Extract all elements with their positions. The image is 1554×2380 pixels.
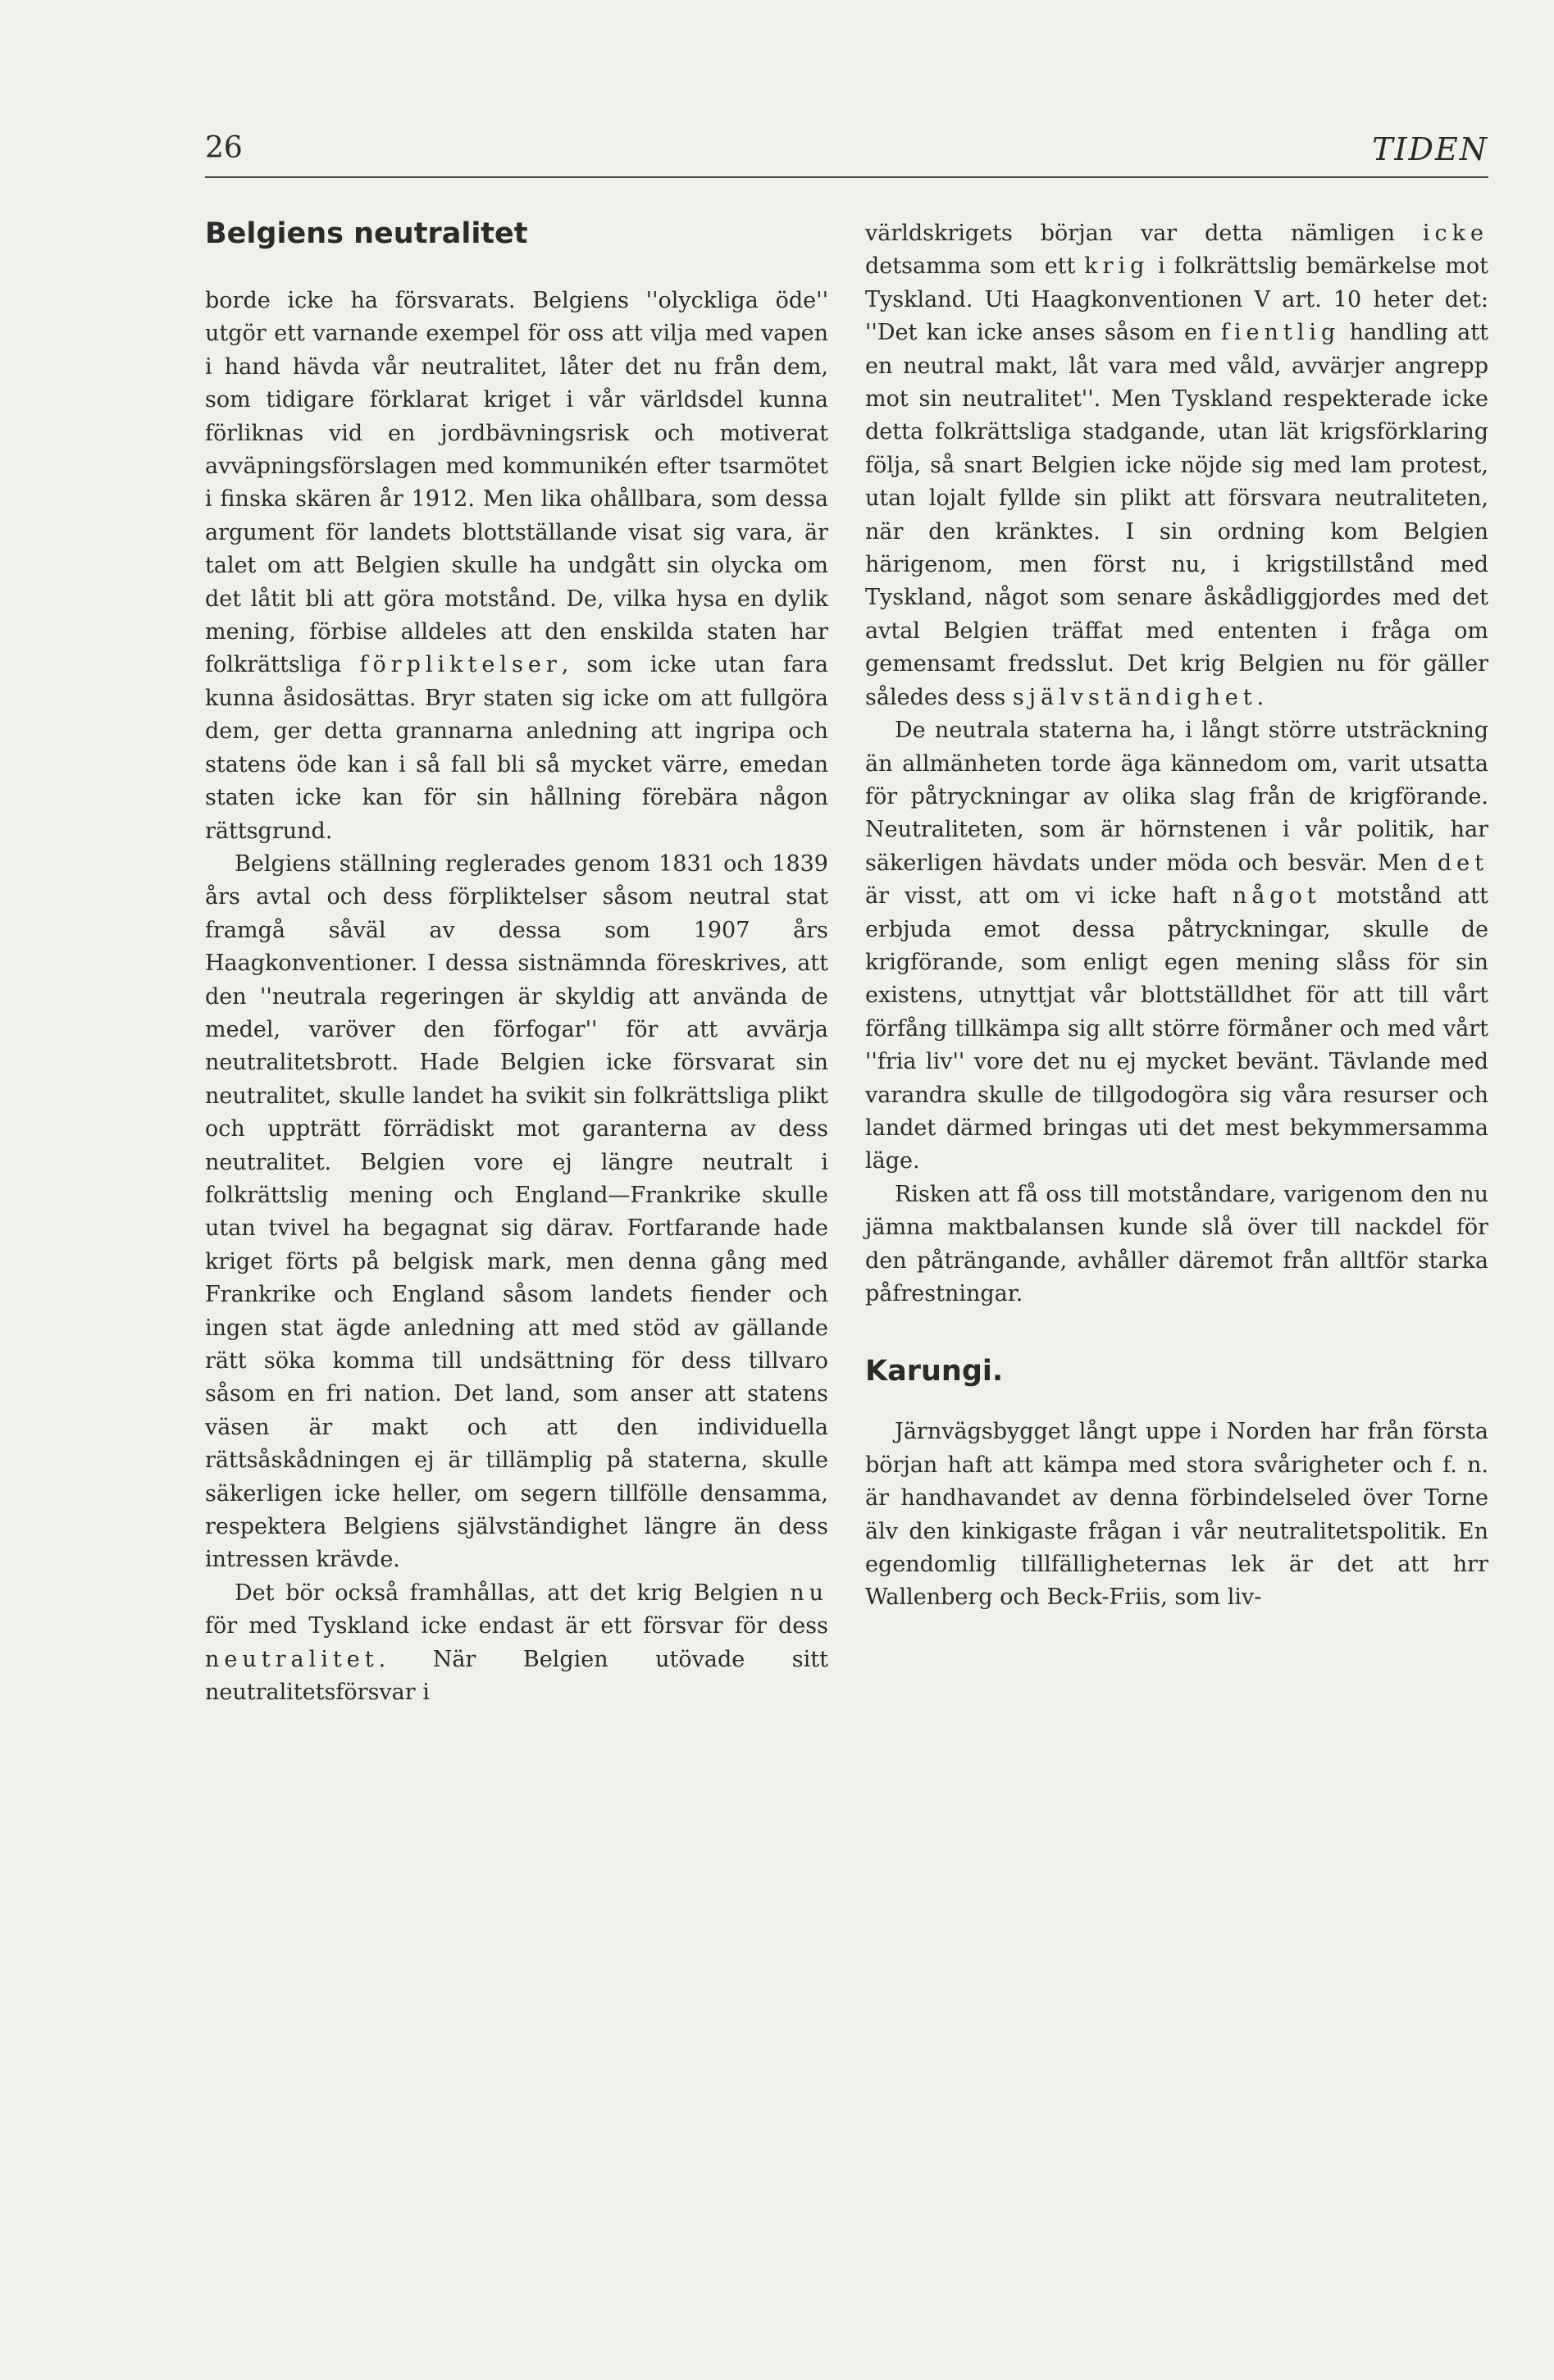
text-run: . <box>1256 684 1265 710</box>
paragraph <box>865 1416 1488 1614</box>
spaced-emphasis: krig <box>1084 253 1150 280</box>
text-run: Det bör också framhållas, att det krig Belgien <box>235 1580 791 1606</box>
text-run: handling att en neutral makt, låt vara med våld, avvärjer angrepp mot sin neutralitet''. Men Tyskland respekterade icke detta folkrättsliga stadgande, utan lät krigsförklaring följa, så snart Belgien icke nöjde sig med lam protest, utan lojalt fyllde sin plikt att försvara neutraliteten, när den kränktes. I sin ordning kom Belgien härigenom, men först nu, i krigstillstånd med Tyskland, något som senare åskådliggjordes med det avtal Belgien träffat med ententen i fråga om gemensamt fredsslut. Det krig Belgien nu för gäller således dess <box>865 320 1488 710</box>
text-run: motstånd att erbjuda emot dessa påtryckningar, skulle de krigförande, som enligt egen mening slåss för sin existens, utnyttjat vår blottställdhet för att till vårt förfång tillkämpa sig allt större förmåner och med vårt ''fria liv'' vore det nu ej mycket bevänt. Tävlande med varandra skulle de tillgodogöra sig våra resurser och landet därmed bringas uti det mest bekymmersamma läge. <box>865 883 1488 1174</box>
article-title-belgiens-neutralitet: Belgiens neutralitet <box>205 217 528 250</box>
article-title-karungi: Karungi. <box>865 1355 1004 1388</box>
text-run: borde icke ha försvarats. Belgiens ''olyckliga öde'' utgör ett varnande exempel för oss att vilja med vapen i hand hävda vår neutralitet, låter det nu från dem, som tidigare förklarat kriget i vår världsdel kunna förliknas vid en jordbävningsrisk och motiverat avväpningsförslagen med kommunikén efter tsarmötet i finska skären år 1912. Men lika ohållbara, som dessa argument för landets blottställande visat sig vara, är talet om att Belgien skulle ha undgått sin olycka om det låtit bli att göra motstånd. De, vilka hysa en dylik mening, förbise alldeles att den enskilda staten har folkrättsliga <box>205 288 828 678</box>
paragraph <box>205 1577 828 1710</box>
spaced-emphasis: icke <box>1422 221 1488 246</box>
text-run: De neutrala staterna ha, i långt större utsträckning än allmänheten torde äga kännedom om, varit utsatta för påtryckningar av olika slag från de krigförande. Neutraliteten, som är hörnstenen i vår politik, har säkerligen hävdats under möda och besvär. Men <box>865 718 1488 876</box>
text-run: världskrigets början var detta nämligen <box>865 221 1423 246</box>
left-column <box>205 217 828 1709</box>
text-run: för med Tyskland icke endast är ett försvar för dess <box>205 1613 828 1639</box>
text-run: Belgiens ställning reglerades genom 1831 och 1839 års avtal och dess förpliktelser såsom neutral stat framgå såväl av dessa som 1907 års Haagkonventioner. I dessa sistnämnda föreskrives, att den ''neutrala regeringen är skyldig att använda de medel, varöver den förfogar'' för att avvärja neutralitetsbrott. Hade Belgien icke försvarat sin neutralitet, skulle landet ha svikit sin folkrättsliga plikt och uppträtt förrädiskt mot garanterna av dess neutralitet. Belgien vore ej längre neutralt i folkrättslig mening och England—Frankrike skulle utan tvivel ha begagnat sig därav. Fortfarande hade kriget förts på belgisk mark, men denna gång med Frankrike och England såsom landets fiender och ingen stat ägde anledning att med stöd av gällande rätt söka komma till undsättning för dess tillvaro såsom en fri nation. Det land, som anser att statens väsen är makt och att den individuella rättsåskådningen ej är tillämplig på staterna, skulle säkerligen icke heller, om segern tillfölle densamma, respektera Belgiens självständighet längre än dess intressen krävde. <box>205 850 828 1573</box>
spaced-emphasis: neutralitet <box>205 1646 379 1672</box>
text-run: Risken att få oss till motståndare, varigenom den nu jämna maktbalansen kunde slå över till nackdel för den påträngande, avhåller däremot från alltför starka påfrestningar. <box>865 1181 1488 1306</box>
paragraph <box>205 848 828 1577</box>
spaced-emphasis: nu <box>790 1580 828 1606</box>
journal-title: TIDEN <box>1372 131 1488 167</box>
spaced-emphasis: förpliktelser <box>359 652 562 678</box>
text-run: Järnvägsbygget långt uppe i Norden har från första början haft att kämpa med stora svårigheter och f. n. är handhavandet av denna förbindelseled över Torne älv den kinkigaste frågan i vår neutralitetspolitik. En egendomlig tillfälligheternas lek är det att hrr Wallenberg och Beck-Friis, som liv- <box>865 1419 1488 1611</box>
text-run: i folkrättslig bemärkelse mot Tyskland. Uti Haagkonventionen V art. 10 heter det: ''Det kan icke anses såsom en <box>865 253 1488 346</box>
text-run: är visst, att om vi icke haft <box>865 883 1233 910</box>
spaced-emphasis: något <box>1232 883 1321 910</box>
header-rule <box>205 176 1488 178</box>
paragraph <box>865 1179 1488 1311</box>
text-run: . När Belgien utövade sitt neutralitetsförsvar i <box>205 1646 828 1706</box>
page-header <box>205 131 1488 176</box>
spaced-emphasis: självständighet <box>1012 684 1257 710</box>
paragraph <box>865 217 1488 714</box>
text-run: detsamma som ett <box>865 253 1085 280</box>
text-run: , som icke utan fara kunna åsidosättas. Bryr staten sig icke om att fullgöra dem, ger detta grannarna anledning att ingripa och statens öde kan i så fall bli så mycket värre, emedan staten icke kan för sin hållning förebära någon rättsgrund. <box>205 652 828 844</box>
spaced-emphasis: det <box>1437 850 1488 876</box>
spaced-emphasis: fientlig <box>1220 320 1341 346</box>
right-column <box>865 217 1488 1615</box>
paragraph <box>205 285 828 848</box>
section-gap <box>865 1311 1488 1355</box>
paragraph <box>865 714 1488 1179</box>
page-number: 26 <box>205 131 243 165</box>
